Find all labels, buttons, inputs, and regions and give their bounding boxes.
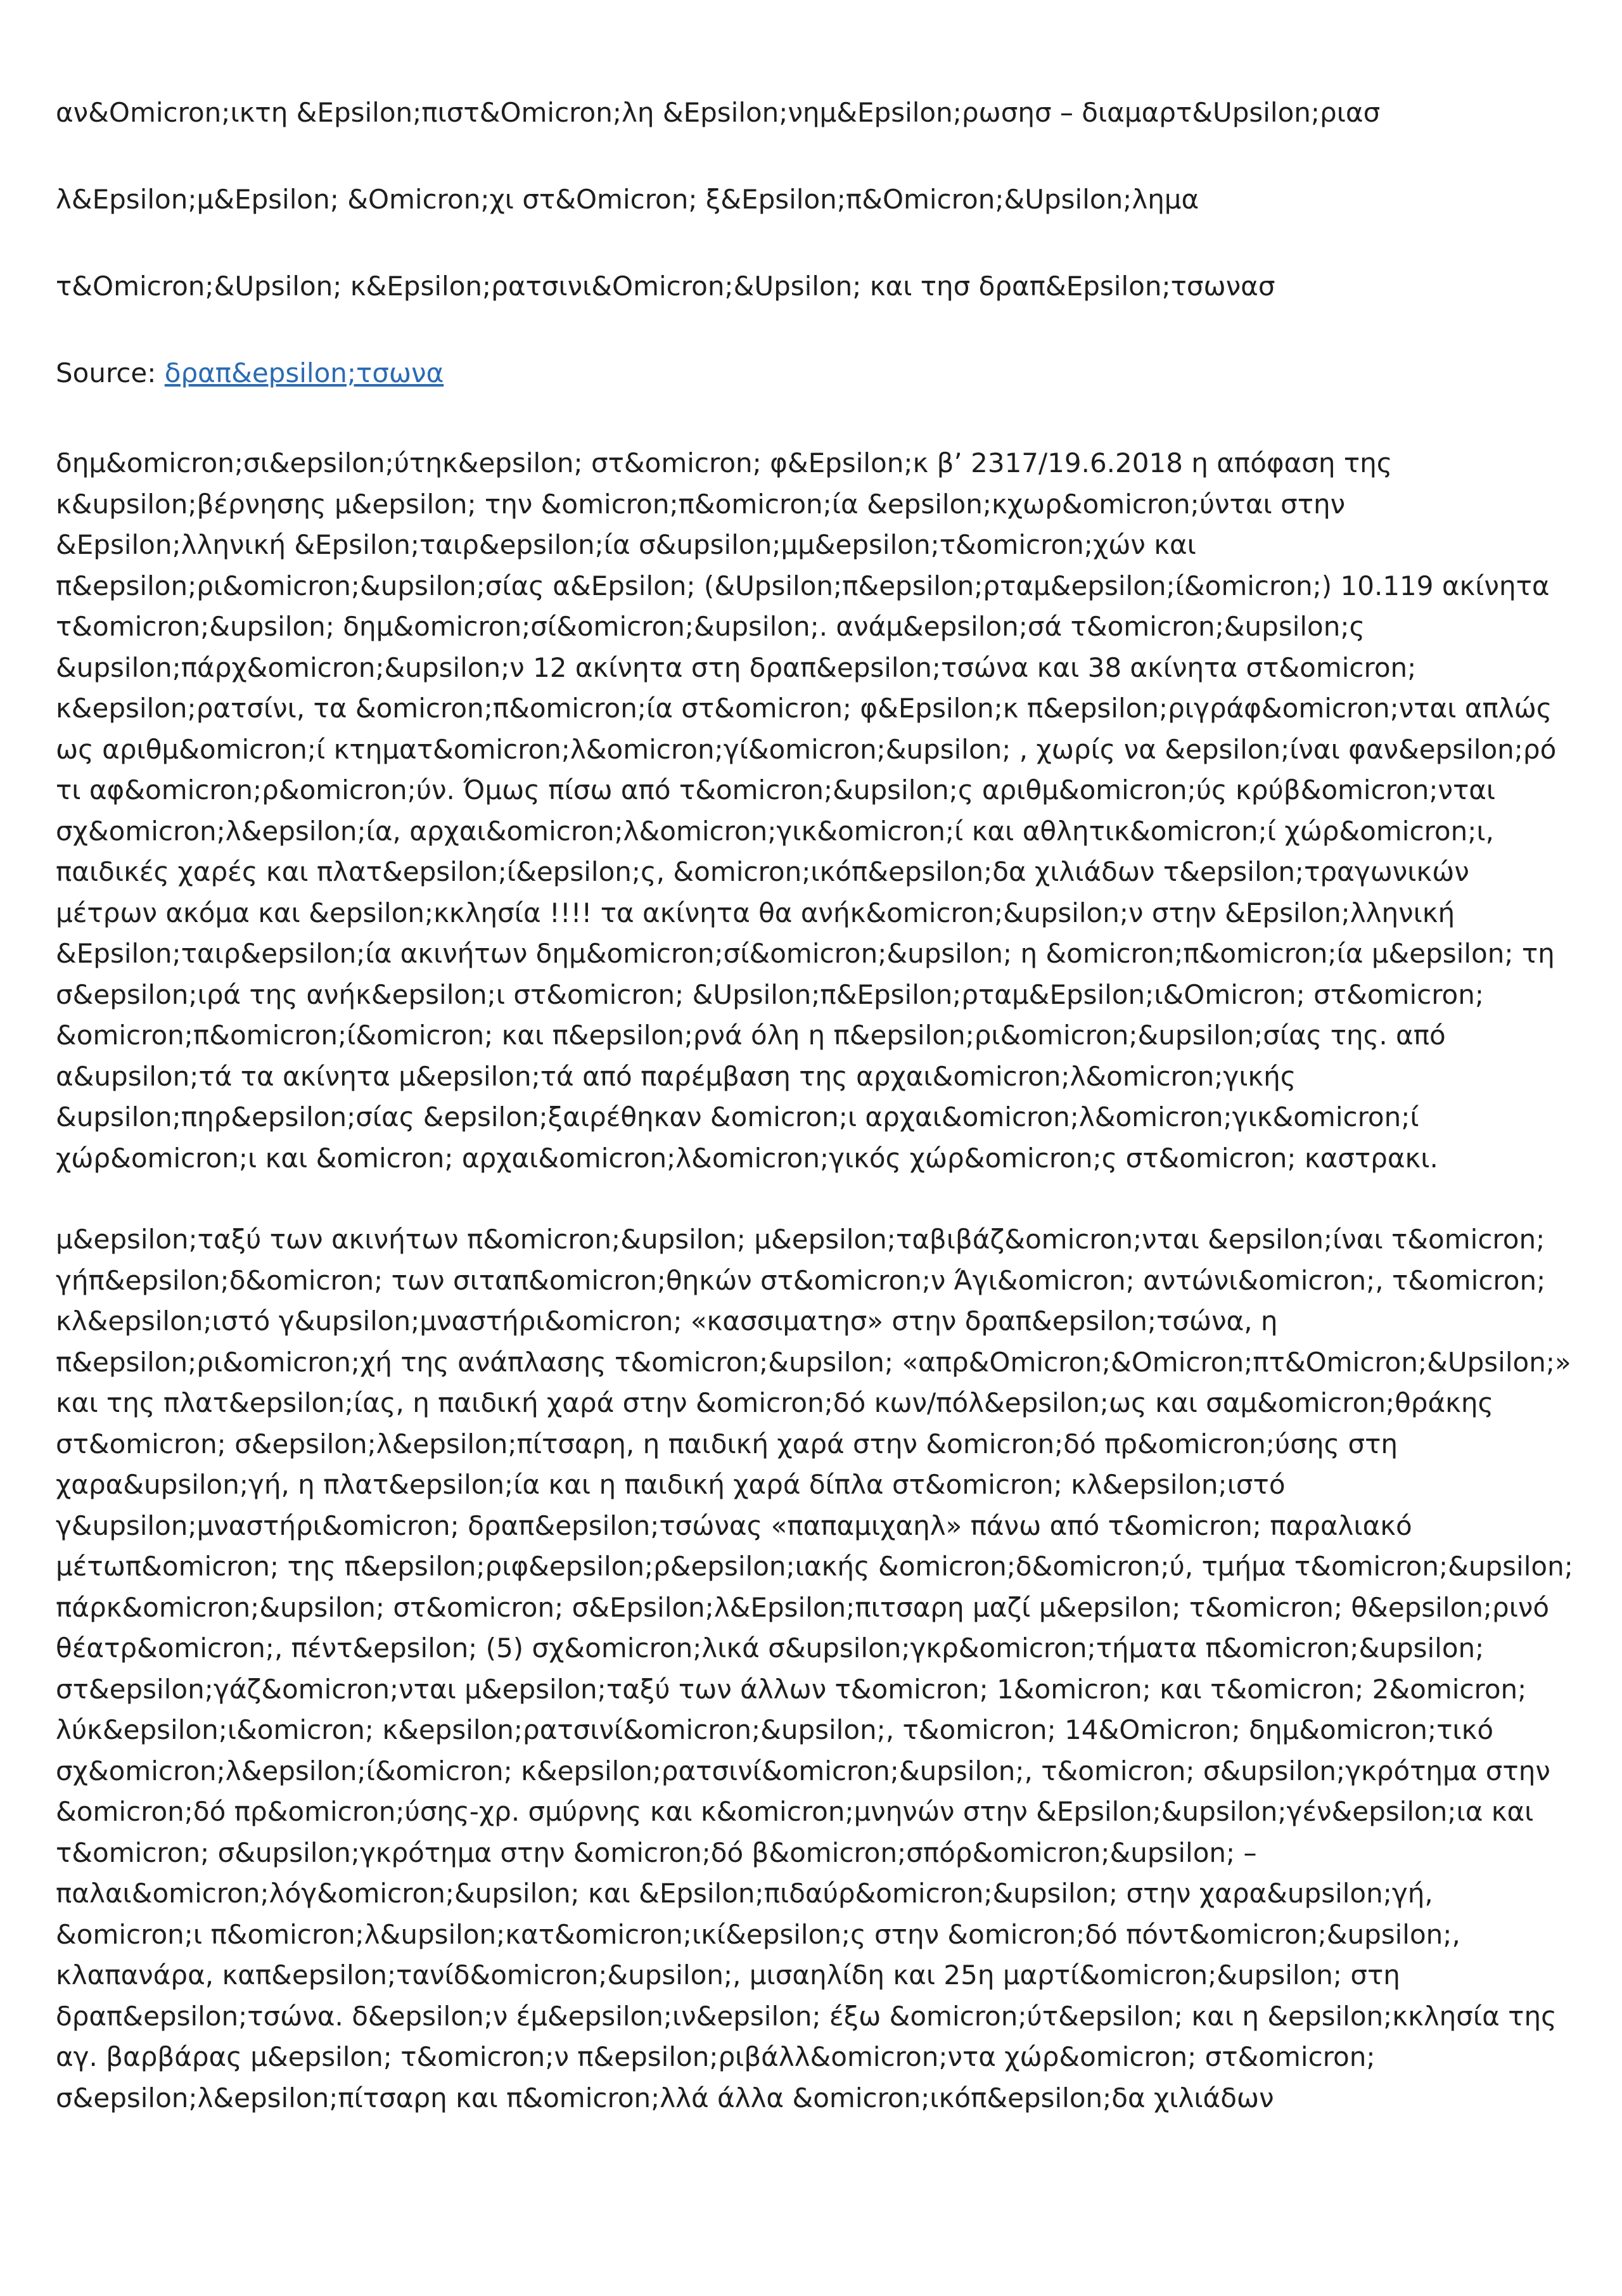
heading-line-1: αν&Omicron;ικτη &Epsilon;πιστ&Omicron;λη &Epsilon;νημ&Epsilon;ρωσησ – διαμαρτ&Upsilon;ριασ	[56, 97, 1381, 128]
body-paragraph-2: μ&epsilon;ταξύ των ακινήτων π&omicron;&upsilon; μ&epsilon;ταβιβάζ&omicron;νται &epsilon;ίναι τ&omicron; γήπ&epsilon;δ&omicron; των σιταπ&omicron;θηκών στ&omicron;ν Άγι&omicron; αντώνι&omicron;, τ&omicron; κλ&epsilon;ιστό γ&upsilon;μναστήρι&omicron; «κασσιματησ» στην δραπ&epsilon;τσώνα, η π&epsilon;ρι&omicron;χή της ανάπλασης τ&omicron;&upsilon; «απρ&Omicron;&Omicron;πτ&Omicron;&Upsilon;» και της πλατ&epsilon;ίας, η παιδική χαρά στην &omicron;δό κων/πόλ&epsilon;ως και σαμ&omicron;θράκης στ&omicron; σ&epsilon;λ&epsilon;πίτσαρη, η παιδική χαρά στην &omicron;δό πρ&omicron;ύσης στη χαρα&upsilon;γή, η πλατ&epsilon;ία και η παιδική χαρά δίπλα στ&omicron; κλ&epsilon;ιστό γ&upsilon;μναστήρι&omicron; δραπ&epsilon;τσώνας «παπαμιχαηλ» πάνω από τ&omicron; παραλιακό μέτωπ&omicron; της π&epsilon;ριφ&epsilon;ρ&epsilon;ιακής &omicron;δ&omicron;ύ, τμήμα τ&omicron;&upsilon; πάρκ&omicron;&upsilon; στ&omicron; σ&Epsilon;λ&Epsilon;πιτσαρη μαζί μ&epsilon; τ&omicron; θ&epsilon;ρινό θέατρ&omicron;, πέντ&epsilon; (5) σχ&omicron;λικά σ&upsilon;γκρ&omicron;τήματα π&omicron;&upsilon; στ&epsilon;γάζ&omicron;νται μ&epsilon;ταξύ των άλλων τ&omicron; 1&omicron; και τ&omicron; 2&omicron; λύκ&epsilon;ι&omicron; κ&epsilon;ρατσινί&omicron;&upsilon;, τ&omicron; 14&Omicron; δημ&omicron;τικό σχ&omicron;λ&epsilon;ί&omicron; κ&epsilon;ρατσινί&omicron;&upsilon;, τ&omicron; σ&upsilon;γκρότημα στην &omicron;δό πρ&omicron;ύσης-χρ. σμύρνης και κ&omicron;μνηνών στην &Epsilon;&upsilon;γέν&epsilon;ια και τ&omicron; σ&upsilon;γκρότημα στην &omicron;δό β&omicron;σπόρ&omicron;&upsilon; – παλαι&omicron;λόγ&omicron;&upsilon; και &Epsilon;πιδαύρ&omicron;&upsilon; στην χαρα&upsilon;γή, &omicron;ι π&omicron;λ&upsilon;κατ&omicron;ικί&epsilon;ς στην &omicron;δό πόντ&omicron;&upsilon;, κλαπανάρα, καπ&epsilon;τανίδ&omicron;&upsilon;, μισαηλίδη και 25η μαρτί&omicron;&upsilon; στη δραπ&epsilon;τσώνα. δ&epsilon;ν έμ&epsilon;ιν&epsilon; έξω &omicron;ύτ&epsilon; και η &epsilon;κκλησία της αγ. βαρβάρας μ&epsilon; τ&omicron;ν π&epsilon;ριβάλλ&omicron;ντα χώρ&omicron; στ&omicron; σ&epsilon;λ&epsilon;πίτσαρη και π&omicron;λλά άλλα &omicron;ικόπ&epsilon;δα χιλιάδων	[56, 1224, 1573, 2113]
source-label: Source:	[56, 357, 156, 388]
source-link[interactable]: δραπ&epsilon;τσωνα	[164, 357, 444, 388]
source-line	[56, 354, 1576, 392]
article-page	[56, 94, 1576, 2159]
heading-line-3: τ&Omicron;&Upsilon; κ&Epsilon;ρατσινι&Omicron;&Upsilon; και τησ δραπ&Epsilon;τσωνασ	[56, 271, 1275, 302]
heading-line-2: λ&Epsilon;μ&Epsilon; &Omicron;χι στ&Omicron; ξ&Epsilon;π&Omicron;&Upsilon;λημα	[56, 184, 1199, 215]
body-paragraph-1: δημ&omicron;σι&epsilon;ύτηκ&epsilon; στ&omicron; φ&Epsilon;κ β’ 2317/19.6.2018 η απόφαση της κ&upsilon;βέρνησης μ&epsilon; την &omicron;π&omicron;ία &epsilon;κχωρ&omicron;ύνται στην &Epsilon;λληνική &Epsilon;ταιρ&epsilon;ία σ&upsilon;μμ&epsilon;τ&omicron;χών και π&epsilon;ρι&omicron;&upsilon;σίας α&Epsilon; (&Upsilon;π&epsilon;ρταμ&epsilon;ί&omicron;) 10.119 ακίνητα τ&omicron;&upsilon; δημ&omicron;σί&omicron;&upsilon;. ανάμ&epsilon;σά τ&omicron;&upsilon;ς &upsilon;πάρχ&omicron;&upsilon;ν 12 ακίνητα στη δραπ&epsilon;τσώνα και 38 ακίνητα στ&omicron; κ&epsilon;ρατσίνι, τα &omicron;π&omicron;ία στ&omicron; φ&Epsilon;κ π&epsilon;ριγράφ&omicron;νται απλώς ως αριθμ&omicron;ί κτηματ&omicron;λ&omicron;γί&omicron;&upsilon; , χωρίς να &epsilon;ίναι φαν&epsilon;ρό τι αφ&omicron;ρ&omicron;ύν. Όμως πίσω από τ&omicron;&upsilon;ς αριθμ&omicron;ύς κρύβ&omicron;νται σχ&omicron;λ&epsilon;ία, αρχαι&omicron;λ&omicron;γικ&omicron;ί και αθλητικ&omicron;ί χώρ&omicron;ι, παιδικές χαρές και πλατ&epsilon;ί&epsilon;ς, &omicron;ικόπ&epsilon;δα χιλιάδων τ&epsilon;τραγωνικών μέτρων ακόμα και &epsilon;κκλησία !!!! τα ακίνητα θα ανήκ&omicron;&upsilon;ν στην &Epsilon;λληνική &Epsilon;ταιρ&epsilon;ία ακινήτων δημ&omicron;σί&omicron;&upsilon; η &omicron;π&omicron;ία μ&epsilon; τη σ&epsilon;ιρά της ανήκ&epsilon;ι στ&omicron; &Upsilon;π&Epsilon;ρταμ&Epsilon;ι&Omicron; στ&omicron; &omicron;π&omicron;ί&omicron; και π&epsilon;ρνά όλη η π&epsilon;ρι&omicron;&upsilon;σίας της. από α&upsilon;τά τα ακίνητα μ&epsilon;τά από παρέμβαση της αρχαι&omicron;λ&omicron;γικής &upsilon;πηρ&epsilon;σίας &epsilon;ξαιρέθηκαν &omicron;ι αρχαι&omicron;λ&omicron;γικ&omicron;ί χώρ&omicron;ι και &omicron; αρχαι&omicron;λ&omicron;γικός χώρ&omicron;ς στ&omicron; καστρακι.	[56, 447, 1557, 1174]
